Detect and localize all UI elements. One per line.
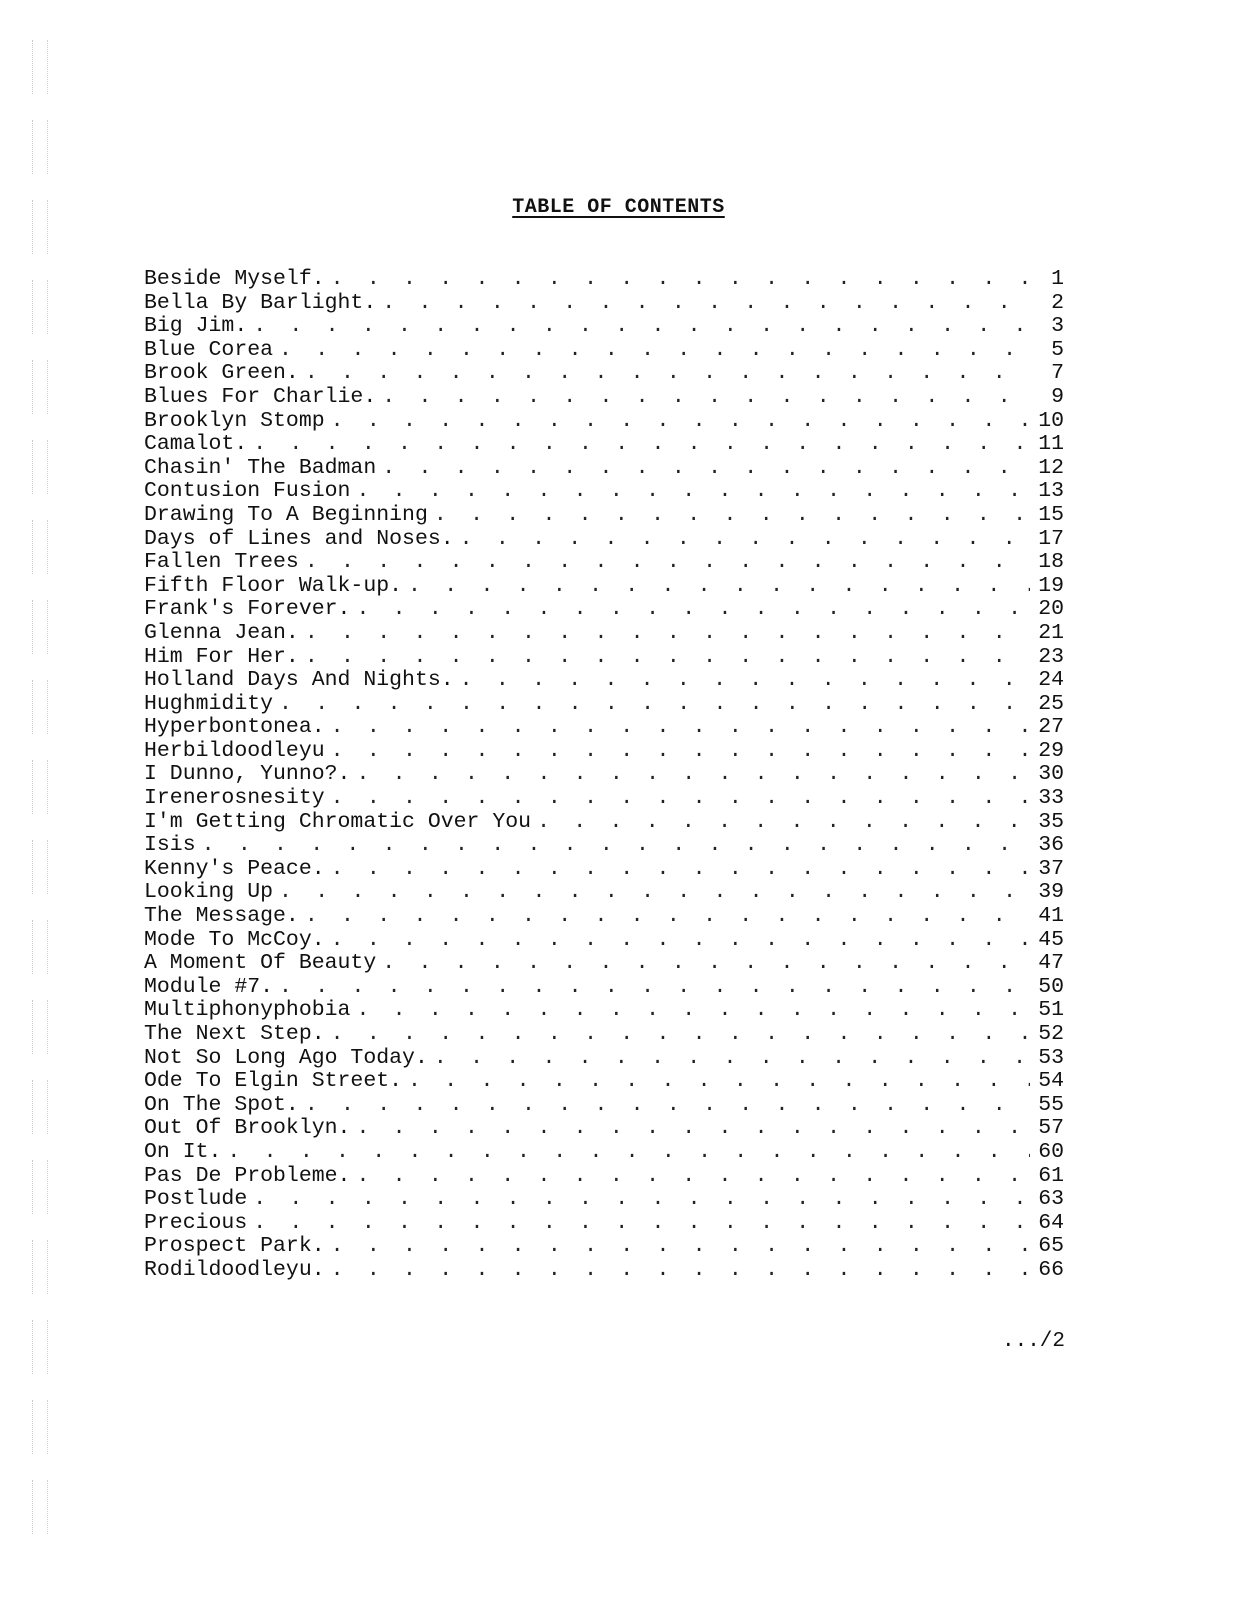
toc-entry [144, 480, 1064, 504]
toc-entry-title: Camalot. [144, 432, 248, 457]
dot-leader [382, 457, 1030, 481]
toc-entry [144, 528, 1064, 552]
toc-entry [144, 339, 1064, 363]
dot-leader [331, 858, 1030, 882]
toc-entry-page: 12 [1038, 455, 1064, 480]
toc-entry-page: 55 [1038, 1092, 1064, 1117]
dot-leader [305, 362, 1030, 386]
toc-entry-title: Drawing To A Beginning [144, 502, 428, 527]
toc-entry-title: Days of Lines and Noses. [144, 526, 454, 551]
toc-entry [144, 763, 1064, 787]
toc-entry [144, 1165, 1064, 1189]
toc-entry-page: 23 [1038, 644, 1064, 669]
dot-leader [408, 575, 1030, 599]
toc-entry-title: Pas De Probleme. [144, 1163, 351, 1188]
binding-hole [32, 1320, 48, 1374]
toc-entry [144, 575, 1064, 599]
toc-entry [144, 410, 1064, 434]
dot-leader [356, 763, 1030, 787]
toc-entry-page: 3 [1051, 314, 1064, 339]
dot-leader [331, 268, 1030, 292]
dot-leader [460, 669, 1030, 693]
dot-leader [279, 881, 1030, 905]
binding-hole [32, 1000, 48, 1054]
toc-entry-title: Hughmidity [144, 691, 274, 716]
toc-entry-page: 39 [1038, 880, 1064, 905]
toc-entry [144, 457, 1064, 481]
toc-entry [144, 740, 1064, 764]
binding-hole [32, 600, 48, 654]
toc-entry [144, 551, 1064, 575]
binding-hole [32, 920, 48, 974]
dot-leader [305, 646, 1030, 670]
dot-leader [253, 433, 1030, 457]
toc-entry-title: Contusion Fusion [144, 479, 351, 504]
toc-entry-page: 29 [1038, 738, 1064, 763]
toc-entry-page: 9 [1051, 384, 1064, 409]
toc-entry-title: Big Jim. [144, 314, 248, 339]
toc-entry [144, 1023, 1064, 1047]
toc-entry-title: Frank's Forever. [144, 597, 351, 622]
toc-entry [144, 999, 1064, 1023]
toc-entry-title: A Moment Of Beauty [144, 951, 377, 976]
binding-hole [32, 1400, 48, 1454]
binding-hole [32, 360, 48, 414]
toc-entry-title: On It. [144, 1139, 222, 1164]
dot-leader [434, 1047, 1030, 1071]
dot-leader [305, 551, 1030, 575]
toc-entry-page: 64 [1038, 1210, 1064, 1235]
toc-entry-page: 63 [1038, 1187, 1064, 1212]
toc-entry-title: Isis [144, 833, 196, 858]
binding-hole [32, 440, 48, 494]
dot-leader [331, 410, 1030, 434]
binding-hole [32, 1080, 48, 1134]
dot-leader [305, 1094, 1030, 1118]
dot-leader [331, 929, 1030, 953]
toc-entry-page: 61 [1038, 1163, 1064, 1188]
dot-leader [253, 315, 1030, 339]
toc-entry [144, 858, 1064, 882]
toc-entry-title: Multiphonyphobia [144, 998, 351, 1023]
toc-entry [144, 1094, 1064, 1118]
toc-entry-page: 18 [1038, 550, 1064, 575]
toc-entry-page: 7 [1051, 361, 1064, 386]
dot-leader [305, 622, 1030, 646]
dot-leader [460, 528, 1030, 552]
dot-leader [279, 976, 1030, 1000]
toc-entry [144, 386, 1064, 410]
toc-entry-title: Fifth Floor Walk-up. [144, 573, 403, 598]
toc-entry-page: 10 [1038, 408, 1064, 433]
toc-entry-page: 37 [1038, 856, 1064, 881]
toc-entry [144, 362, 1064, 386]
toc-entry-page: 50 [1038, 974, 1064, 999]
toc-entry-title: Bella By Barlight. [144, 290, 377, 315]
toc-entry-title: Out Of Brooklyn. [144, 1116, 351, 1141]
toc-entry-title: Postlude [144, 1187, 248, 1212]
toc-entry-page: 17 [1038, 526, 1064, 551]
toc-entry-page: 2 [1051, 290, 1064, 315]
toc-entry [144, 433, 1064, 457]
toc-entry-page: 1 [1051, 267, 1064, 291]
toc-entry-page: 53 [1038, 1045, 1064, 1070]
toc-entry-page: 52 [1038, 1022, 1064, 1046]
toc-entry [144, 1259, 1064, 1283]
toc-entry [144, 268, 1064, 292]
dot-leader [331, 1023, 1030, 1047]
dot-leader [434, 504, 1030, 528]
toc-entry-page: 36 [1038, 833, 1064, 858]
toc-entry-page: 54 [1038, 1069, 1064, 1094]
dot-leader [382, 386, 1030, 410]
dot-leader [279, 339, 1030, 363]
toc-entry-page: 57 [1038, 1116, 1064, 1141]
toc-entry-page: 65 [1038, 1234, 1064, 1259]
toc-entry-title: Beside Myself. [144, 267, 325, 291]
dot-leader [253, 1212, 1030, 1236]
toc-entry-page: 41 [1038, 904, 1064, 929]
dot-leader [356, 1117, 1030, 1141]
dot-leader [356, 999, 1030, 1023]
toc-entry-title: Irenerosnesity [144, 786, 325, 811]
toc-entry-page: 20 [1038, 597, 1064, 622]
toc-entry [144, 905, 1064, 929]
toc-entry-title: Mode To McCoy. [144, 927, 325, 952]
toc-entry-page: 24 [1038, 668, 1064, 693]
toc-entry-page: 11 [1038, 432, 1064, 457]
toc-entry-page: 25 [1038, 691, 1064, 716]
toc-entry-title: I Dunno, Yunno?. [144, 762, 351, 787]
toc-entry [144, 669, 1064, 693]
toc-entry [144, 1070, 1064, 1094]
toc-entry-title: Brooklyn Stomp [144, 408, 325, 433]
toc-entry-title: Module #7. [144, 974, 274, 999]
toc-entry [144, 1117, 1064, 1141]
toc-entry-page: 60 [1038, 1139, 1064, 1164]
toc-entry [144, 504, 1064, 528]
toc-entry-title: Ode To Elgin Street. [144, 1069, 403, 1094]
toc-entry-title: Rodildoodleyu. [144, 1257, 325, 1282]
toc-entry [144, 929, 1064, 953]
dot-leader [382, 952, 1030, 976]
toc-entry-title: The Next Step. [144, 1022, 325, 1046]
dot-leader [305, 905, 1030, 929]
toc-entry-title: Blues For Charlie. [144, 384, 377, 409]
toc-entry-page: 30 [1038, 762, 1064, 787]
toc-entry [144, 622, 1064, 646]
toc-entry [144, 292, 1064, 316]
toc-entry-page: 35 [1038, 809, 1064, 834]
toc-entry-page: 47 [1038, 951, 1064, 976]
binding-hole [32, 1480, 48, 1534]
toc-entry-page: 15 [1038, 502, 1064, 527]
toc-entry-page: 5 [1051, 337, 1064, 362]
toc-entry [144, 834, 1064, 858]
toc-entry-page: 21 [1038, 620, 1064, 645]
toc-entry [144, 1212, 1064, 1236]
dot-leader [537, 811, 1030, 835]
dot-leader [382, 292, 1030, 316]
toc-entry [144, 952, 1064, 976]
toc-entry [144, 646, 1064, 670]
toc-entry [144, 1235, 1064, 1259]
toc-entry-title: Glenna Jean. [144, 620, 299, 645]
toc-entry [144, 693, 1064, 717]
toc-entry-page: 13 [1038, 479, 1064, 504]
toc-entry-title: Precious [144, 1210, 248, 1235]
toc-entry-page: 66 [1038, 1257, 1064, 1282]
dot-leader [253, 1188, 1030, 1212]
page-title [0, 196, 1237, 219]
toc-entry-page: 51 [1038, 998, 1064, 1023]
toc-entry-title: Kenny's Peace. [144, 856, 325, 881]
toc-entry-title: I'm Getting Chromatic Over You [144, 809, 532, 834]
toc-entry-page: 27 [1038, 715, 1064, 740]
toc-entry [144, 1047, 1064, 1071]
toc-entry [144, 811, 1064, 835]
continuation-marker: .../2 [1001, 1330, 1065, 1353]
toc-entry-title: Prospect Park. [144, 1234, 325, 1259]
binding-hole [32, 280, 48, 334]
toc-entry-title: Blue Corea [144, 337, 274, 362]
toc-entry-page: 19 [1038, 573, 1064, 598]
dot-leader [227, 1141, 1030, 1165]
toc-entry [144, 1188, 1064, 1212]
binding-hole [32, 680, 48, 734]
toc-entry [144, 716, 1064, 740]
toc-entry-page: 45 [1038, 927, 1064, 952]
binding-hole [32, 1240, 48, 1294]
dot-leader [202, 834, 1030, 858]
toc-entry-title: Not So Long Ago Today. [144, 1045, 428, 1070]
binding-holes [28, 30, 50, 1570]
toc-entry [144, 976, 1064, 1000]
binding-hole [32, 40, 48, 94]
dot-leader [356, 1165, 1030, 1189]
toc-entry [144, 1141, 1064, 1165]
toc-entry-title: Herbildoodleyu [144, 738, 325, 763]
binding-hole [32, 840, 48, 894]
binding-hole [32, 120, 48, 174]
dot-leader [331, 716, 1030, 740]
toc-entry-title: Him For Her. [144, 644, 299, 669]
dot-leader [279, 693, 1030, 717]
binding-hole [32, 760, 48, 814]
dot-leader [331, 1259, 1030, 1283]
toc-entry-title: Looking Up [144, 880, 274, 905]
dot-leader [356, 480, 1030, 504]
toc-entry [144, 881, 1064, 905]
toc-entry-title: The Message. [144, 904, 299, 929]
dot-leader [331, 787, 1030, 811]
toc-entry-title: On The Spot. [144, 1092, 299, 1117]
dot-leader [408, 1070, 1030, 1094]
toc-entry-title: Brook Green. [144, 361, 299, 386]
toc-entry-page: 33 [1038, 786, 1064, 811]
toc-entry-title: Chasin' The Badman [144, 455, 377, 480]
toc-entry [144, 598, 1064, 622]
dot-leader [331, 1235, 1030, 1259]
binding-hole [32, 1160, 48, 1214]
toc-entry-title: Hyperbontonea. [144, 715, 325, 740]
toc-entry [144, 315, 1064, 339]
dot-leader [356, 598, 1030, 622]
toc-entry-title: Fallen Trees [144, 550, 299, 575]
page-title-text: TABLE OF CONTENTS [512, 196, 725, 219]
toc-list [144, 268, 1064, 1283]
toc-entry-title: Holland Days And Nights. [144, 668, 454, 693]
toc-entry [144, 787, 1064, 811]
dot-leader [331, 740, 1030, 764]
binding-hole [32, 520, 48, 574]
